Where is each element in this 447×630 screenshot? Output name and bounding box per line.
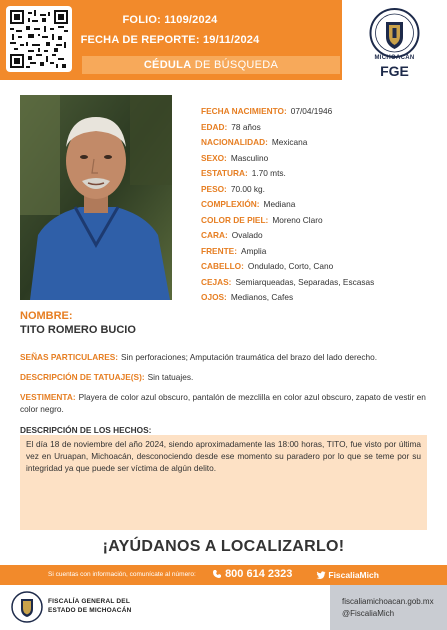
detail-value: Ondulado, Corto, Cano bbox=[247, 261, 334, 271]
detail-row bbox=[201, 182, 374, 198]
detail-value: Mediana bbox=[263, 199, 296, 209]
detail-label: CARA: bbox=[201, 230, 228, 240]
detail-value: 70.00 kg. bbox=[230, 183, 265, 194]
detail-value: Semiarqueadas, Separadas, Escasas bbox=[235, 276, 375, 287]
detail-label: NACIONALIDAD: bbox=[201, 137, 268, 147]
detail-row bbox=[201, 135, 374, 151]
detail-label: CEJAS: bbox=[201, 276, 232, 287]
cedula-title-bold: CÉDULA bbox=[143, 59, 192, 71]
detail-label: PESO: bbox=[201, 183, 227, 194]
detail-label: COLOR DE PIEL: bbox=[201, 214, 269, 225]
fge-seal bbox=[342, 0, 447, 100]
detail-value: Mexicana bbox=[271, 137, 308, 147]
detail-row bbox=[201, 151, 374, 167]
detail-value: Ovalado bbox=[231, 230, 263, 240]
detail-row bbox=[201, 166, 374, 182]
detail-value: 1.70 mts. bbox=[251, 168, 286, 178]
detail-value: 78 años bbox=[231, 121, 261, 132]
tattoos-value: Sin tatuajes. bbox=[147, 372, 194, 382]
detail-label: FRENTE: bbox=[201, 245, 237, 256]
person-name: TITO ROMERO BUCIO bbox=[20, 324, 136, 336]
events-description: El día 18 de noviembre del año 2024, siendo aproximadamente las 18:00 horas, TITO, fue visto por última vez en Uruapan, Michoacán, desconociendo desde ese momento su paradero por lo que se teme por su integridad ya que puede ser víctima de algún delito. bbox=[20, 435, 427, 530]
missing-person-photo bbox=[20, 95, 172, 300]
detail-row bbox=[201, 259, 374, 275]
report-date-line bbox=[0, 34, 340, 46]
cedula-title bbox=[82, 56, 340, 74]
name-label: NOMBRE: bbox=[20, 310, 73, 322]
footer-name-line2: ESTADO DE MICHOACÁN bbox=[48, 607, 132, 614]
detail-row bbox=[201, 213, 374, 229]
detail-row bbox=[201, 244, 374, 260]
distinguishing-marks-label: SEÑAS PARTICULARES: bbox=[20, 352, 119, 362]
detail-label: ESTATURA: bbox=[201, 168, 248, 178]
tattoos bbox=[20, 371, 427, 383]
footer-name-line1: FISCALÍA GENERAL DEL bbox=[48, 598, 131, 605]
detail-value: Masculino bbox=[230, 152, 269, 163]
fge-logo-icon bbox=[10, 590, 44, 624]
detail-row bbox=[201, 197, 374, 213]
twitter-link[interactable] bbox=[316, 570, 379, 580]
report-date-value: 19/11/2024 bbox=[202, 34, 260, 46]
detail-label: SEXO: bbox=[201, 152, 227, 163]
detail-value: Moreno Claro bbox=[272, 214, 323, 225]
phone-link[interactable] bbox=[212, 568, 292, 580]
footer-links bbox=[330, 585, 447, 630]
contact-bar bbox=[0, 565, 447, 585]
footer bbox=[0, 585, 447, 630]
detail-row bbox=[201, 290, 374, 306]
detail-label: OJOS: bbox=[201, 292, 227, 302]
website-link[interactable]: fiscaliamichoacan.gob.mx bbox=[342, 597, 434, 606]
twitter-icon bbox=[316, 571, 326, 580]
phone-number: 800 614 2323 bbox=[225, 568, 293, 580]
physical-details bbox=[201, 104, 374, 306]
seal-state-name: MICHOACÁN bbox=[374, 55, 415, 61]
events-title: DESCRIPCIÓN DE LOS HECHOS: bbox=[20, 425, 152, 435]
distinguishing-marks-value: Sin perforaciones; Amputación traumática del brazo del lado derecho. bbox=[121, 352, 378, 362]
footer-institution-name bbox=[48, 597, 132, 615]
detail-value: Medianos, Cafes bbox=[230, 292, 294, 302]
detail-row bbox=[201, 120, 374, 136]
detail-value: 07/04/1946 bbox=[290, 106, 333, 116]
seal-fge: FGE bbox=[380, 63, 409, 79]
clothing-value: Playera de color azul obscuro, pantalón de mezclilla en color azul obscuro, zapato de vestir en color negro. bbox=[20, 392, 426, 414]
detail-label: CABELLO: bbox=[201, 261, 244, 271]
detail-value: Amplia bbox=[240, 245, 267, 256]
twitter-handle: FiscaliaMich bbox=[328, 570, 379, 580]
detail-row bbox=[201, 228, 374, 244]
report-date-label: FECHA DE REPORTE: bbox=[80, 34, 200, 46]
shield-icon bbox=[352, 6, 437, 58]
cedula-title-rest: DE BÚSQUEDA bbox=[191, 59, 279, 71]
detail-row bbox=[201, 275, 374, 291]
folio-value: 1109/2024 bbox=[164, 14, 218, 26]
distinguishing-marks bbox=[20, 351, 427, 363]
phone-icon bbox=[212, 569, 222, 579]
detail-label: COMPLEXIÓN: bbox=[201, 199, 260, 209]
tattoos-label: DESCRIPCIÓN DE TATUAJE(S): bbox=[20, 372, 145, 382]
detail-label: EDAD: bbox=[201, 121, 228, 132]
clothing bbox=[20, 391, 427, 415]
person-photo-icon bbox=[20, 95, 172, 300]
help-locate-heading: ¡AYÚDANOS A LOCALIZARLO! bbox=[102, 538, 345, 555]
social-handle-link[interactable]: @FiscaliaMich bbox=[342, 609, 395, 618]
contact-info-text: Si cuentas con información, comunícate al número: bbox=[48, 571, 196, 578]
clothing-label: VESTIMENTA: bbox=[20, 392, 76, 402]
detail-row bbox=[201, 104, 374, 120]
folio-line bbox=[0, 14, 340, 26]
detail-label: FECHA NACIMIENTO: bbox=[201, 106, 287, 116]
folio-label: FOLIO: bbox=[122, 14, 161, 26]
